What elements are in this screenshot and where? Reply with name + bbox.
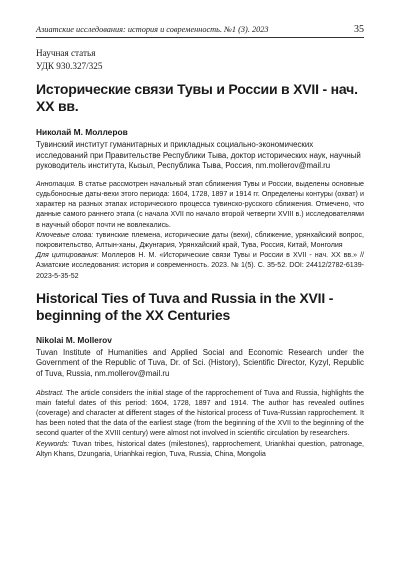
english-abstract-text: The article considers the initial stage of the rapprochement of Tuva and Russia, highlights the main fateful dates of this period: 1604, 1728, 1897 and 1914. The author has revealed outlines (coverage) and character at different stages of the historical process of Tuva-Russian rapprochement. It has been noted that the data of the earliest stage (from the beginning of the XVII to the beginning of the second quarter of the XVIII century) were almost not involved in scientific circulation by researchers. xyxy=(36,388,364,438)
russian-abstract-label: Аннотация. xyxy=(36,179,77,188)
article-type: Научная статья xyxy=(36,48,96,58)
page-number: 35 xyxy=(354,24,364,35)
russian-keywords-label: Ключевые слова: xyxy=(36,230,94,239)
russian-affiliation: Тувинский институт гуманитарных и прикладных социально-экономических исследований при Правительстве Республики Тыва, доктор исторических наук, научный руководитель института, Кызыл, Республика Тыва, Россия, nm.mollerov@mail.ru xyxy=(36,140,361,171)
russian-citation xyxy=(36,250,364,281)
russian-citation-label: Для цитирования: xyxy=(36,251,99,260)
russian-abstract-text: В статье рассмотрен начальный этап сближения Тувы и России, выделены основные судьбоносные даты-вехи этого периода: 1604, 1728, 1897 и 1914 гг. Определены контуры (охват) и характер на разных этапах исторического процесса тувинско-русского сближения. Отмечено, что данные самого раннего этапа (с начала XVII по начало второй четверти XVIII в.) исследователями в научный оборот почти не вовлекались. xyxy=(36,179,364,229)
russian-author: Николай М. Моллеров xyxy=(36,127,128,137)
english-abstract xyxy=(36,388,364,439)
english-keywords xyxy=(36,439,364,459)
russian-title: Исторические связи Тувы и России в XVII - нач. XX вв. xyxy=(36,81,358,114)
english-title: Historical Ties of Tuva and Russia in the XVII - beginning of the XX Centuries xyxy=(36,289,334,323)
udk-code: УДК 930.327/325 xyxy=(36,61,103,71)
english-keywords-label: Keywords: xyxy=(36,439,70,448)
english-keywords-text: Tuvan tribes, historical dates (milestones), rapprochement, Uriankhai question, patronage, Altyn Khans, Dzungaria, Urianhkai region, Tuva, Russia, China, Mongolia xyxy=(36,439,364,458)
english-affiliation: Tuvan Institute of Humanities and Applied Social and Economic Research under the Government of the Republic of Tuva, Dr. of Sci. (History), Scientific Director, Kyzyl, Republic of Tuva, Russia, nm.mollerov@mail.ru xyxy=(36,347,364,378)
english-author: Nikolai M. Mollerov xyxy=(36,334,112,345)
russian-abstract xyxy=(36,179,364,230)
running-head xyxy=(36,24,364,38)
russian-keywords-text: тувинские племена, исторические даты (вехи), сближение, урянхайский вопрос, покровительство, Алтын-ханы, Джунгария, Урянхайский край, Тува, Россия, Китай, Монголия xyxy=(36,230,364,249)
article-page xyxy=(36,24,364,459)
russian-keywords xyxy=(36,230,364,250)
english-abstract-label: Abstract. xyxy=(36,388,64,397)
russian-citation-text: Моллеров Н. М. «Исторические связи Тувы и России в XVII - нач. XX вв.» // Азиатские исследования: история и современность. 2023. № 1(5). С. 35-52. DOI: 24412/2782-6139-2023-5-35-52 xyxy=(36,251,365,280)
journal-name: Азиатские исследования: история и современность. №1 (3). 2023 xyxy=(36,25,269,34)
